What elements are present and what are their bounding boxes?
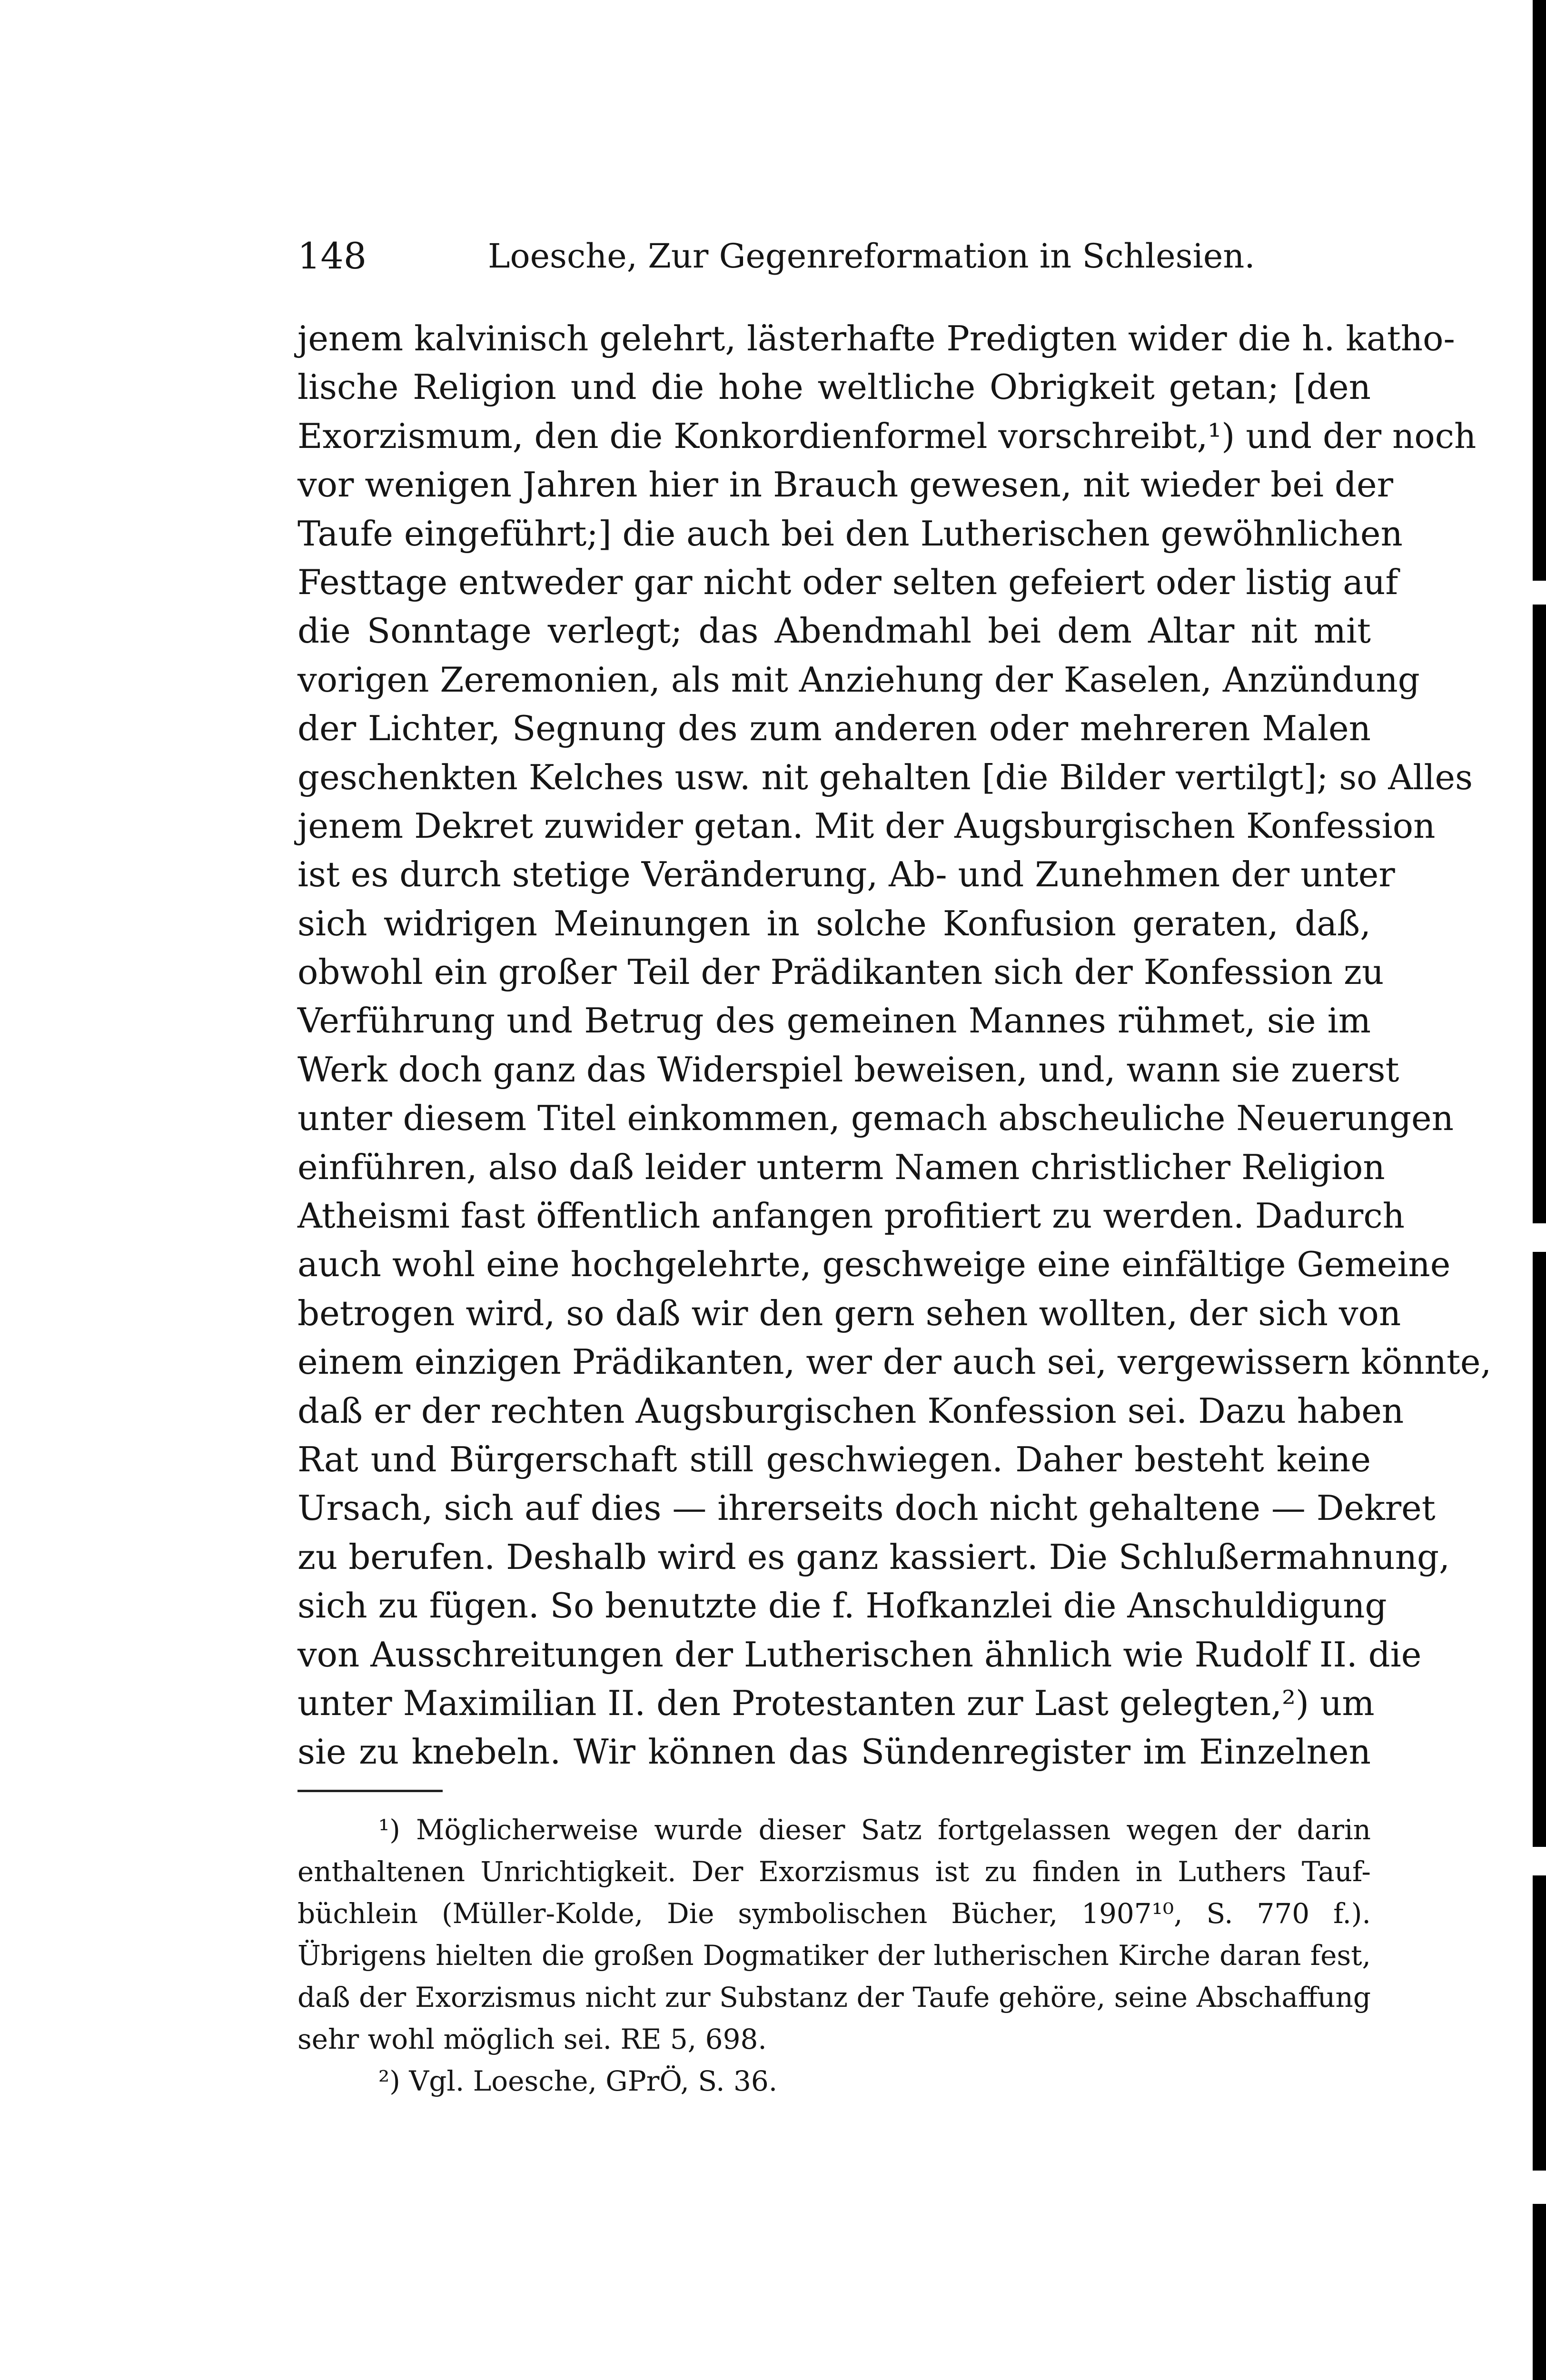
- running-title: Loesche, Zur Gegenreformation in Schlesien.: [488, 237, 1255, 276]
- text-line: Exorzismum, den die Konkordienformel vorschreibt,¹) und der noch: [297, 416, 1477, 456]
- text-line: Taufe eingeführt;] die auch bei den Lutherischen gewöhnlichen: [297, 513, 1403, 554]
- text-line: einführen, also daß leider unterm Namen christlicher Religion: [297, 1147, 1385, 1187]
- text-line: geschenkten Kelches usw. nit gehalten [die Bilder vertilgt]; so Alles: [297, 757, 1473, 797]
- scan-edge-mark: [1533, 1223, 1546, 1252]
- text-line: Rat und Bürgerschaft still geschwiegen. Daher besteht keine: [297, 1439, 1371, 1479]
- page-number: 148: [297, 235, 367, 277]
- text-line: Ursach, sich auf dies — ihrerseits doch nicht gehaltene — Dekret: [297, 1488, 1436, 1528]
- text-line: obwohl ein großer Teil der Prädikanten sich der Konfession zu: [297, 952, 1384, 992]
- footnote-1-line: sehr wohl möglich sei. RE 5, 698.: [297, 2023, 767, 2055]
- text-line: die Sonntage verlegt; das Abendmahl bei dem Altar nit mit: [297, 611, 1371, 651]
- text-line: der Lichter, Segnung des zum anderen oder mehreren Malen: [297, 708, 1371, 749]
- footnotes: [297, 1809, 1371, 2102]
- text-line: auch wohl eine hochgelehrte, geschweige eine einfältige Gemeine: [297, 1244, 1451, 1285]
- footnote-1-line: ¹) Möglicherweise wurde dieser Satz fortgelassen wegen der darin: [378, 1814, 1371, 1846]
- scan-edge-mark: [1533, 581, 1546, 605]
- text-line: sich widrigen Meinungen in solche Konfusion geraten, daß,: [297, 903, 1371, 943]
- text-line: Atheismi fast öffentlich anfangen profitiert zu werden. Dadurch: [297, 1196, 1405, 1236]
- text-line: daß er der rechten Augsburgischen Konfession sei. Dazu haben: [297, 1390, 1404, 1431]
- body-text: [297, 314, 1492, 1776]
- text-line: unter diesem Titel einkommen, gemach abscheuliche Neuerungen: [297, 1098, 1454, 1139]
- text-line: lische Religion und die hohe weltliche Obrigkeit getan; [den: [297, 367, 1371, 407]
- footnote-1-line: daß der Exorzismus nicht zur Substanz der Taufe gehöre, seine Abschaffung: [297, 1981, 1371, 2013]
- footnote-1-line: enthaltenen Unrichtigkeit. Der Exorzismus ist zu finden in Luthers Tauf-: [297, 1855, 1371, 1888]
- scan-edge-mark: [1533, 1847, 1546, 1875]
- text-line: zu berufen. Deshalb wird es ganz kassiert. Die Schlußermahnung,: [297, 1537, 1450, 1577]
- footnote-1-line: büchlein (Müller-Kolde, Die symbolischen Bücher, 1907¹⁰, S. 770 f.).: [297, 1897, 1371, 1930]
- running-head: [297, 228, 1371, 285]
- scan-edge-mark: [1533, 2171, 1546, 2204]
- text-line: von Ausschreitungen der Lutherischen ähnlich wie Rudolf II. die: [297, 1634, 1422, 1675]
- text-line: unter Maximilian II. den Protestanten zur Last gelegten,²) um: [297, 1683, 1375, 1723]
- text-line: Verführung und Betrug des gemeinen Mannes rühmet, sie im: [297, 1001, 1371, 1041]
- text-line: ist es durch stetige Veränderung, Ab- und Zunehmen der unter: [297, 854, 1395, 895]
- footnote-2: ²) Vgl. Loesche, GPrÖ, S. 36.: [378, 2065, 778, 2097]
- footnote-divider: [297, 1790, 443, 1792]
- text-line: einem einzigen Prädikanten, wer der auch sei, vergewissern könnte,: [297, 1342, 1492, 1382]
- text-line: sie zu knebeln. Wir können das Sündenregister im Einzelnen: [297, 1732, 1371, 1772]
- text-line: sich zu fügen. So benutzte die f. Hofkanzlei die Anschuldigung: [297, 1586, 1387, 1626]
- text-line: vorigen Zeremonien, als mit Anziehung der Kaselen, Anzündung: [297, 659, 1420, 700]
- footnote-1-line: Übrigens hielten die großen Dogmatiker der lutherischen Kirche daran fest,: [297, 1939, 1371, 1972]
- text-line: Festtage entweder gar nicht oder selten gefeiert oder listig auf: [297, 562, 1398, 602]
- text-line: jenem Dekret zuwider getan. Mit der Augsburgischen Konfession: [297, 805, 1436, 846]
- text-line: jenem kalvinisch gelehrt, lästerhafte Predigten wider die h. katho-: [297, 318, 1455, 358]
- text-line: Werk doch ganz das Widerspiel beweisen, und, wann sie zuerst: [297, 1049, 1399, 1090]
- text-line: betrogen wird, so daß wir den gern sehen wollten, der sich von: [297, 1293, 1401, 1333]
- text-line: vor wenigen Jahren hier in Brauch gewesen, nit wieder bei der: [297, 465, 1394, 505]
